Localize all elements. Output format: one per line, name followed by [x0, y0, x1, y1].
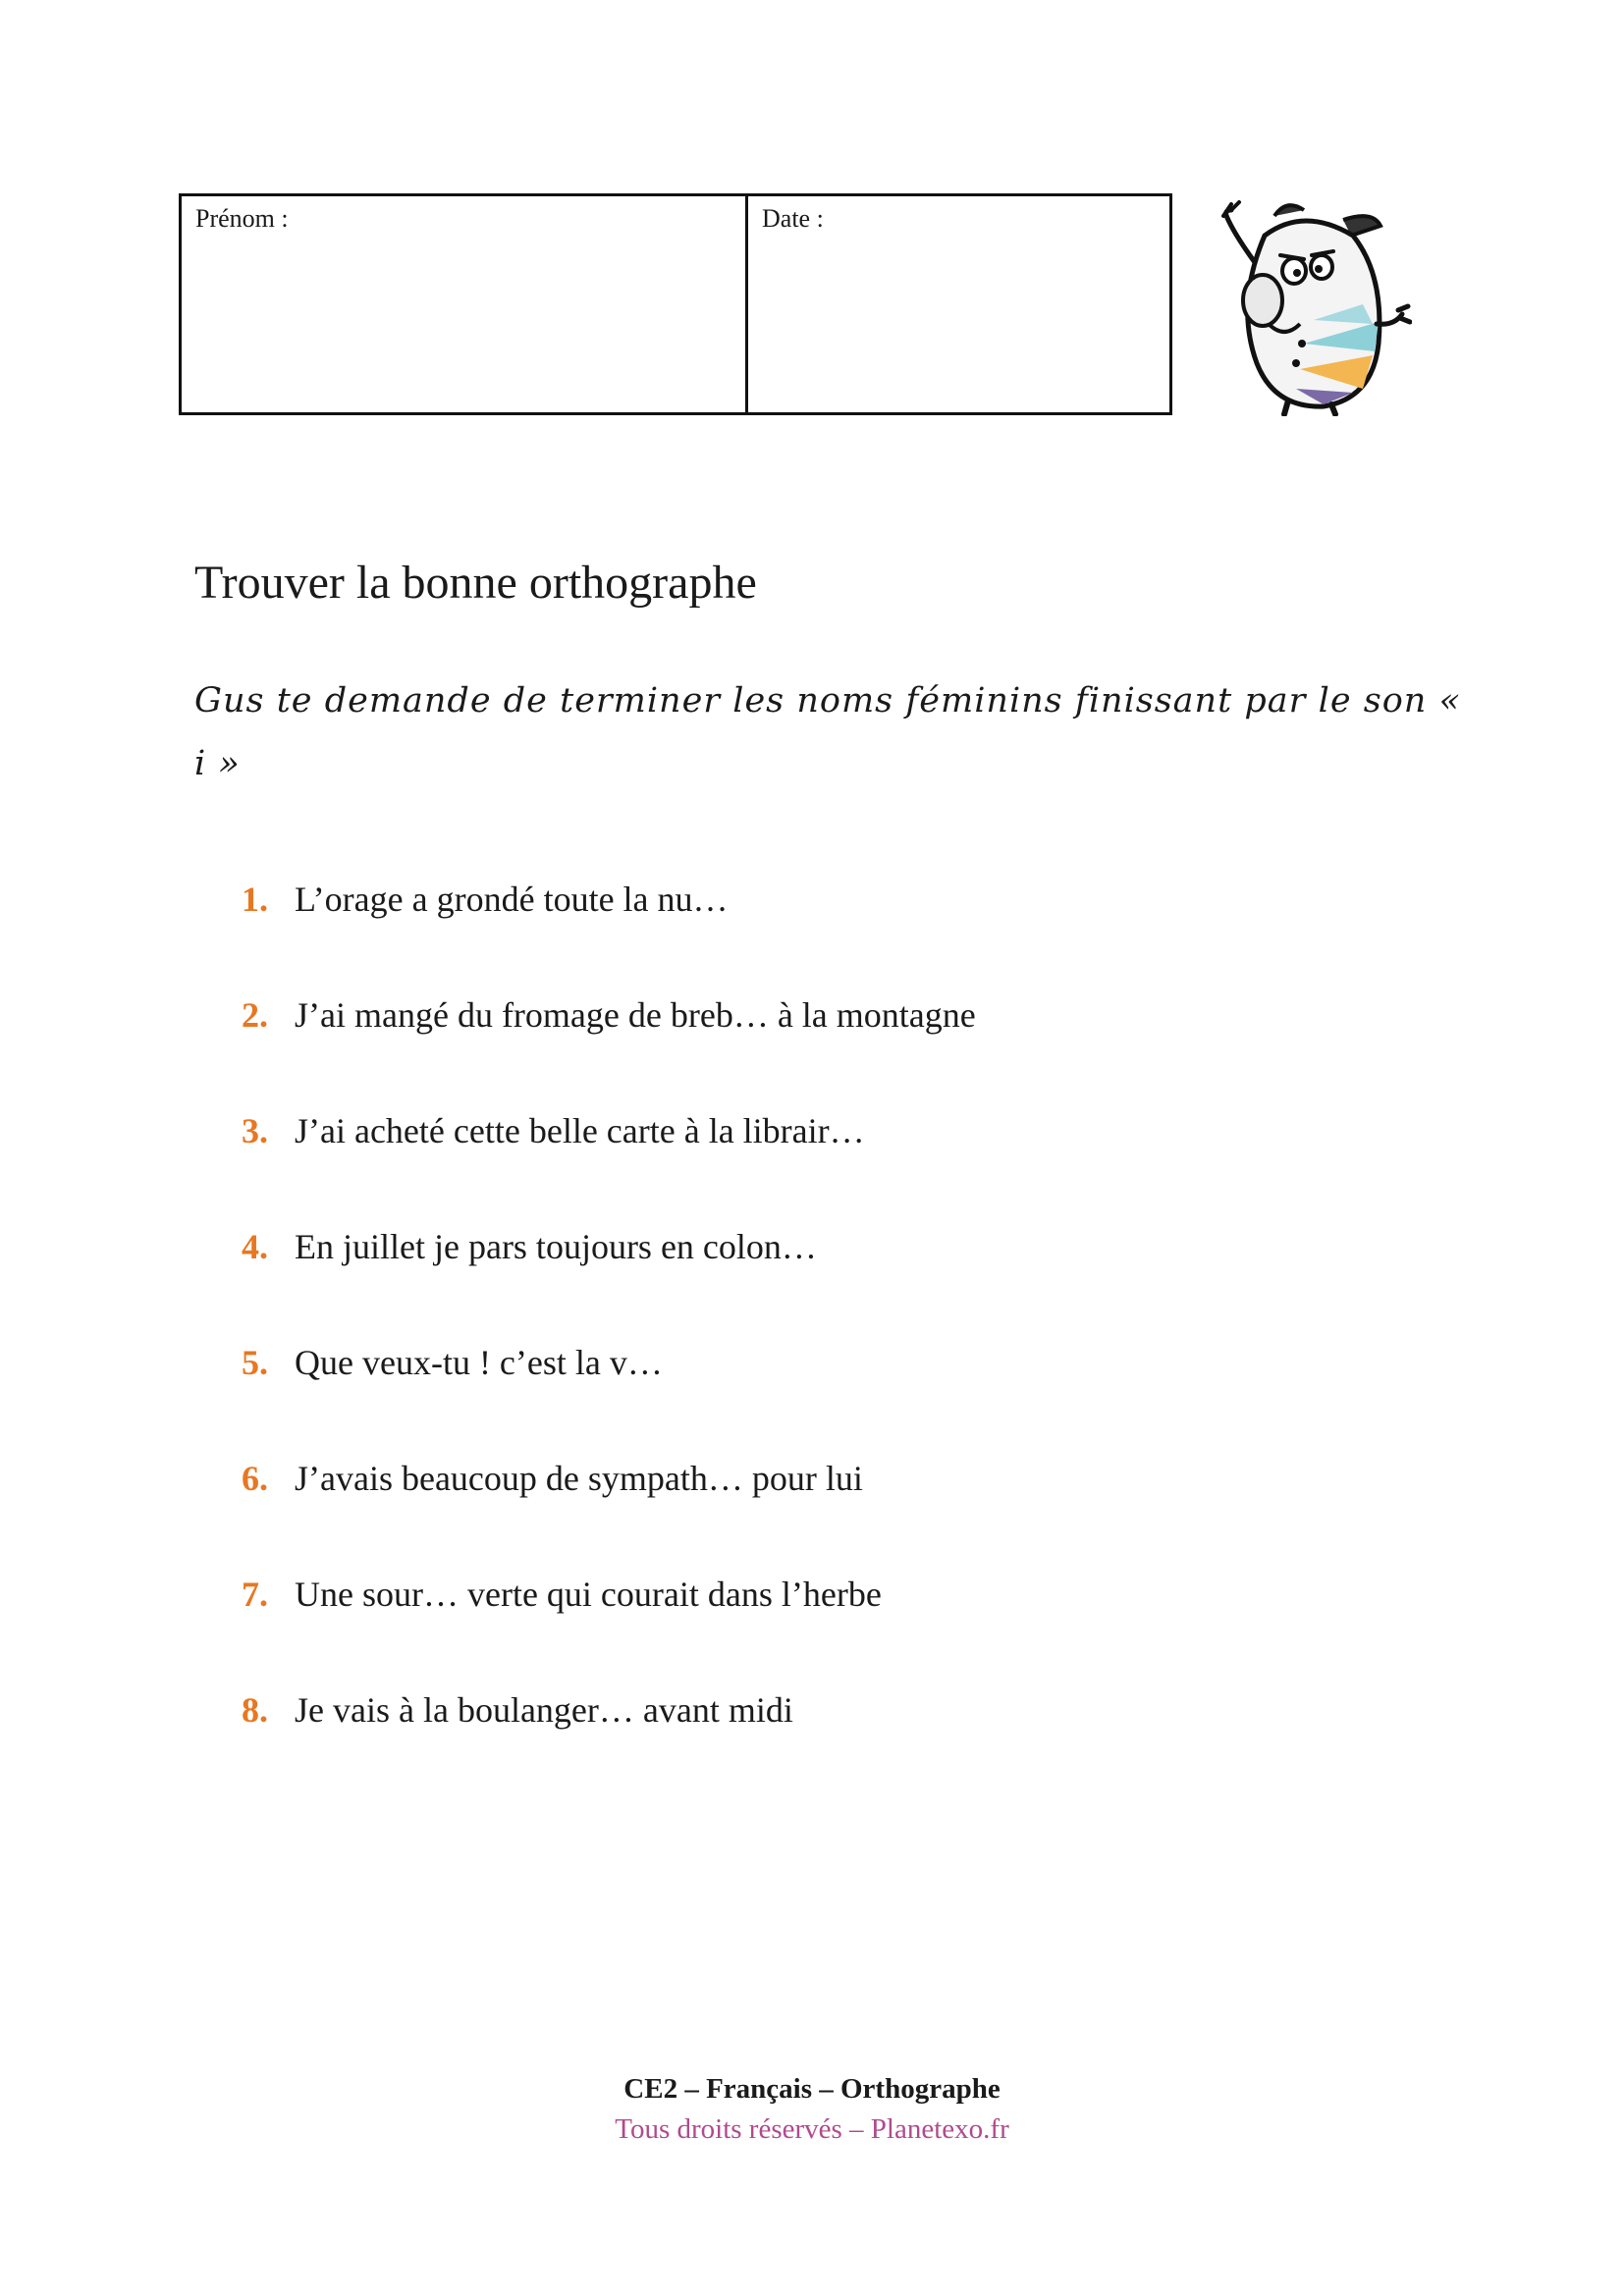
item-sentence[interactable]: L’orage a grondé toute la nu…: [295, 880, 729, 919]
item-number: 3.: [242, 1111, 268, 1150]
item-sentence[interactable]: En juillet je pars toujours en colon…: [295, 1227, 817, 1266]
exercise-item: [242, 1107, 1420, 1223]
item-number: 5.: [242, 1343, 268, 1382]
firstname-label: Prénom :: [195, 204, 289, 233]
exercise-item: [242, 1223, 1420, 1339]
item-sentence[interactable]: J’avais beaucoup de sympath… pour lui: [295, 1459, 863, 1498]
student-info-table: [179, 193, 1172, 415]
item-number: 8.: [242, 1690, 268, 1730]
footer-copyright: Tous droits réservés – Planetexo.fr: [615, 2113, 1009, 2145]
exercise-item: [242, 876, 1420, 991]
exercise-item: [242, 1455, 1420, 1571]
item-number: 6.: [242, 1459, 268, 1498]
exercise-title: Trouver la bonne orthographe: [194, 557, 757, 609]
footer-course: CE2 – Français – Orthographe: [623, 2073, 1001, 2105]
date-label: Date :: [762, 204, 824, 233]
item-sentence[interactable]: Je vais à la boulanger… avant midi: [295, 1690, 793, 1730]
item-sentence[interactable]: Une sour… verte qui courait dans l’herbe: [295, 1575, 882, 1614]
date-cell[interactable]: [747, 195, 1171, 414]
item-number: 2.: [242, 995, 268, 1035]
item-number: 7.: [242, 1575, 268, 1614]
item-number: 1.: [242, 880, 268, 919]
item-sentence[interactable]: J’ai mangé du fromage de breb… à la montagne: [295, 995, 976, 1035]
exercise-item: [242, 1571, 1420, 1686]
item-number: 4.: [242, 1227, 268, 1266]
item-sentence[interactable]: Que veux-tu ! c’est la v…: [295, 1343, 663, 1382]
exercise-item: [242, 1339, 1420, 1455]
gus-mascot-icon: [1206, 196, 1412, 416]
item-sentence[interactable]: J’ai acheté cette belle carte à la librair…: [295, 1111, 865, 1150]
firstname-cell[interactable]: [181, 195, 747, 414]
exercise-item: [242, 991, 1420, 1107]
exercise-item: [242, 1686, 1420, 1802]
exercise-instruction: Gus te demande de terminer les noms féminins finissant par le son « i »: [194, 681, 1461, 783]
exercise-list: [242, 876, 1420, 1802]
